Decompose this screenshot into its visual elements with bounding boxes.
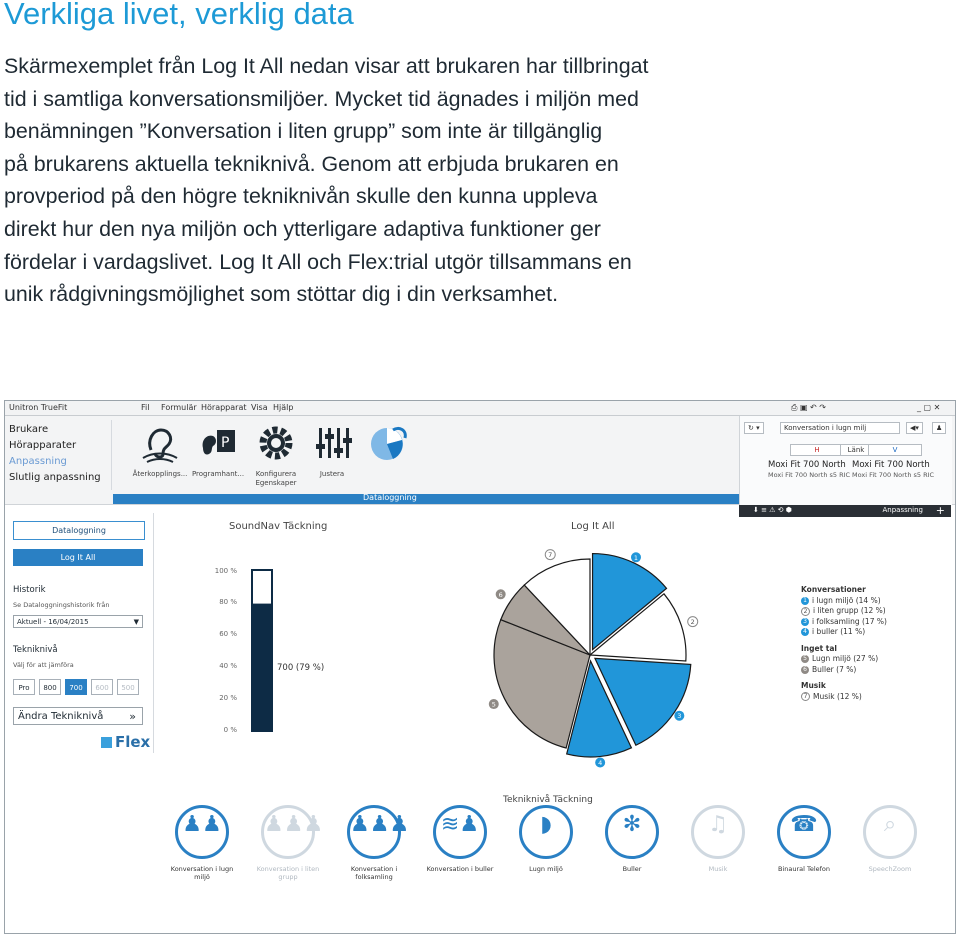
person-icon[interactable]: ♟ <box>932 422 946 434</box>
legend-group-title: Musik <box>801 681 826 690</box>
left-device-name: Moxi Fit 700 North <box>768 460 846 470</box>
left-device-sub: Moxi Fit 700 North s5 RIC <box>768 471 851 479</box>
right-device-sub: Moxi Fit 700 North s5 RIC <box>852 471 935 479</box>
divider <box>153 513 154 753</box>
logitall-title: Log It All <box>571 521 615 532</box>
history-select[interactable] <box>13 615 143 628</box>
print-icon[interactable]: ⎙ ▣ ↶ ↷ <box>791 403 826 412</box>
datalog-icon <box>367 422 409 464</box>
menu-view[interactable]: Visa <box>251 403 268 412</box>
environment-item[interactable] <box>769 805 839 873</box>
flex-logo <box>101 733 150 751</box>
environment-circle <box>519 805 573 859</box>
tool-label: Konfigurera Egenskaper <box>255 470 297 487</box>
legend-item <box>801 654 887 665</box>
tool-programs[interactable] <box>185 422 251 479</box>
environment-item[interactable] <box>339 805 409 881</box>
coverage-title: Teknikniv​å Täckning <box>503 795 593 805</box>
paragraph-line: Skärmexemplet från Log It All nedan visar att brukaren har tillbringat <box>4 54 649 78</box>
app-titlebar <box>5 401 955 416</box>
fitting-label[interactable]: Anpassning <box>882 506 923 514</box>
workflow-item-devices[interactable]: Hörapparater <box>9 440 77 451</box>
legend-item <box>801 627 887 638</box>
device-panel <box>739 416 952 506</box>
sliders-icon <box>311 422 353 464</box>
legend-group-title: Inget tal <box>801 643 837 653</box>
legend-group-title: Konversationer <box>801 585 866 594</box>
pie-slice-label: 1 <box>633 553 639 562</box>
legend-number: 4 <box>801 628 809 636</box>
history-hint: Se Dataloggningshistorik från <box>13 601 110 609</box>
chevron-down-icon: ▼ <box>133 618 139 626</box>
quiet-icon: ◗ <box>540 812 552 837</box>
app-screenshot <box>4 400 956 934</box>
tab-datalog[interactable]: Dataloggning <box>363 493 417 502</box>
environment-label: Konversation i liten grupp <box>256 865 320 881</box>
ear-feedback-icon <box>139 422 181 464</box>
environment-label: Konversation i lugn miljö <box>170 865 234 881</box>
environment-circle <box>605 805 659 859</box>
environment-item[interactable] <box>511 805 581 873</box>
legend-text: Buller (7 %) <box>812 664 857 674</box>
workflow-nav <box>9 422 109 486</box>
paragraph-line: direkt hur den nya miljön och ytterligare adaptiva funktioner ger <box>4 216 601 241</box>
pie-slice-label: 6 <box>498 590 503 599</box>
environment-label: Buller <box>622 865 642 873</box>
soundnav-title: SoundNav Täckning <box>229 521 328 532</box>
menu-forms[interactable]: Formulär <box>161 403 197 412</box>
soundnav-bar-fill <box>252 604 272 730</box>
logitall-button[interactable]: Log It All <box>13 549 143 566</box>
intro-paragraph <box>4 50 648 311</box>
legend-number: 5 <box>801 655 809 663</box>
legend-text: Lugn miljö (27 %) <box>812 654 879 663</box>
tick-label: 20 % <box>219 694 237 702</box>
legend-text: i buller (11 %) <box>812 627 866 636</box>
right-device-name: Moxi Fit 700 North <box>852 460 930 470</box>
environment-label: SpeechZoom <box>868 865 912 873</box>
refresh-icon[interactable]: ↻ ▾ <box>744 422 764 434</box>
music-icon: ♫ <box>708 812 728 837</box>
environment-circle <box>347 805 410 859</box>
device-actions-bar <box>739 505 951 517</box>
programs-icon <box>197 422 239 464</box>
legend-item <box>801 665 887 676</box>
level-label: Teknikniv​å <box>13 645 58 655</box>
legend-number: 6 <box>801 666 809 674</box>
environment-circle <box>261 805 324 859</box>
active-tab-bar <box>113 494 743 504</box>
device-action-icons[interactable]: ⬇ ≡ ⚠ ⟲ ⬢ <box>753 506 792 514</box>
legend-text: i liten grupp (12 %) <box>813 606 886 615</box>
workflow-item-fitting[interactable]: Anpassning <box>9 456 67 467</box>
legend-number: 3 <box>801 618 809 626</box>
left-device <box>768 460 850 480</box>
flex-logo-text: Flex <box>115 733 151 751</box>
environment-label: Lugn miljö <box>529 865 563 873</box>
legend-item <box>801 606 887 617</box>
legend-text: i lugn miljö (14 %) <box>812 595 881 605</box>
menu-hearing-aid[interactable]: Hörapparat <box>201 403 247 412</box>
environment-item[interactable] <box>855 805 925 873</box>
fan-icon: ✻ <box>622 812 642 837</box>
environment-item[interactable] <box>253 805 323 881</box>
level-600[interactable]: 600 <box>91 679 113 695</box>
svg-text:P: P <box>221 435 230 451</box>
legend-item <box>801 617 887 628</box>
check-icon <box>101 737 112 748</box>
paragraph-line: fördelar i vardagslivet. Log It All och Flex:trial utgör tillsammans en <box>4 249 632 274</box>
environment-item[interactable] <box>597 805 667 873</box>
plus-icon[interactable]: + <box>935 504 945 517</box>
zoom-icon: ⌕ <box>883 812 897 837</box>
small-group-icon: ♟♟♟ <box>264 812 324 837</box>
legend-item <box>801 596 887 607</box>
soundnav-bar-label: 700 (79 %) <box>277 663 325 673</box>
tool-label: Justera <box>319 470 345 478</box>
pie-slice-label: 5 <box>491 700 496 709</box>
history-value: Aktuell - 16/04/2015 <box>17 618 89 626</box>
tick-label: 60 % <box>219 630 237 638</box>
pie-slice-label: 7 <box>548 551 553 560</box>
divider <box>111 420 112 490</box>
right-device <box>852 460 934 480</box>
environment-label: Musik <box>708 865 728 873</box>
menu-file[interactable]: Fil <box>141 403 150 412</box>
tool-datalog[interactable] <box>355 422 421 470</box>
paragraph-line: tid i samtliga konversationsmiljöer. Mycket tid ägnades i miljön med <box>4 86 639 111</box>
change-level-label: Ändra Teknikniv​å <box>18 711 104 722</box>
soundnav-bar-chart <box>251 569 275 733</box>
environment-item[interactable] <box>683 805 753 873</box>
environment-circle <box>691 805 745 859</box>
environment-circle <box>175 805 229 859</box>
environment-label: Konversation i folksamling <box>350 865 398 881</box>
level-700[interactable]: 700 <box>65 679 87 695</box>
level-hint: Välj för att jämföra <box>13 661 74 669</box>
environment-circle <box>433 805 487 859</box>
tick-label: 80 % <box>219 598 237 606</box>
history-label: Historik <box>13 585 46 595</box>
tick-label: 0 % <box>223 726 237 734</box>
datalog-button[interactable]: Dataloggning <box>13 521 145 540</box>
paragraph-line: på brukarens aktuella teknikniv​å. Genom att erbjuda brukaren en <box>4 151 619 176</box>
environment-item[interactable] <box>425 805 495 873</box>
environment-item[interactable] <box>167 805 237 881</box>
paragraph-line: benämningen ”Konversation i liten grupp” som inte är tillgänglig <box>4 119 603 144</box>
environment-select[interactable]: Konversation i lugn milj <box>780 422 900 434</box>
tick-label: 100 % <box>214 567 237 575</box>
app-title: Unitron TrueFit <box>9 403 68 412</box>
environment-label: Binaural Telefon <box>777 865 831 873</box>
phone-icon: ☎ <box>790 812 818 837</box>
pie-slice-label: 4 <box>598 759 603 768</box>
tool-label: Återkopplings... <box>132 470 188 478</box>
legend-item <box>801 692 887 703</box>
logitall-pie-chart <box>475 543 705 768</box>
link-label[interactable]: Länk <box>840 444 872 456</box>
tool-feedback[interactable] <box>127 422 193 479</box>
environment-circle <box>863 805 917 859</box>
level-800[interactable]: 800 <box>39 679 61 695</box>
left-ear-label[interactable]: H <box>790 444 844 456</box>
pie-slice-label: 3 <box>677 712 682 721</box>
workflow-item-client[interactable]: Brukare <box>9 424 49 435</box>
tool-label: Programhant... <box>191 470 245 478</box>
two-people-icon: ♟♟ <box>182 812 222 837</box>
legend-number: 7 <box>801 692 810 701</box>
toolbar-band <box>5 416 955 517</box>
pie-legend <box>801 579 887 702</box>
noise-conversation-icon: ≋♟ <box>440 812 480 837</box>
crowd-icon: ♟♟♟ <box>350 812 410 837</box>
legend-number: 1 <box>801 597 809 605</box>
level-pro[interactable]: Pro <box>13 679 35 695</box>
tick-label: 40 % <box>219 662 237 670</box>
menu-help[interactable]: Hjälp <box>273 403 294 412</box>
right-ear-label[interactable]: V <box>868 444 922 456</box>
page-heading: Verkliga livet, verklig data <box>4 0 354 31</box>
level-500[interactable]: 500 <box>117 679 139 695</box>
pie-slice-label: 2 <box>690 618 695 627</box>
legend-number: 2 <box>801 607 810 616</box>
gear-icon <box>255 422 297 464</box>
window-controls-icon[interactable]: _ ▢ ✕ <box>917 403 941 412</box>
chevron-right-icon: » <box>129 710 136 723</box>
environment-label: Konversation i buller <box>426 865 494 873</box>
workflow-item-final-fitting[interactable]: Slutlig anpassning <box>9 472 101 483</box>
legend-text: Musik (12 %) <box>813 691 862 701</box>
change-level-button[interactable] <box>13 707 143 725</box>
speaker-icon[interactable]: ◀▾ <box>906 422 923 434</box>
paragraph-line: provperiod på den högre teknikniv​ån skulle den kunna uppleva <box>4 184 598 209</box>
environment-circle <box>777 805 831 859</box>
legend-text: i folksamling (17 %) <box>812 616 887 626</box>
paragraph-line: unik rådgivningsmöjlighet som stöttar dig i din verksamhet. <box>4 282 559 307</box>
